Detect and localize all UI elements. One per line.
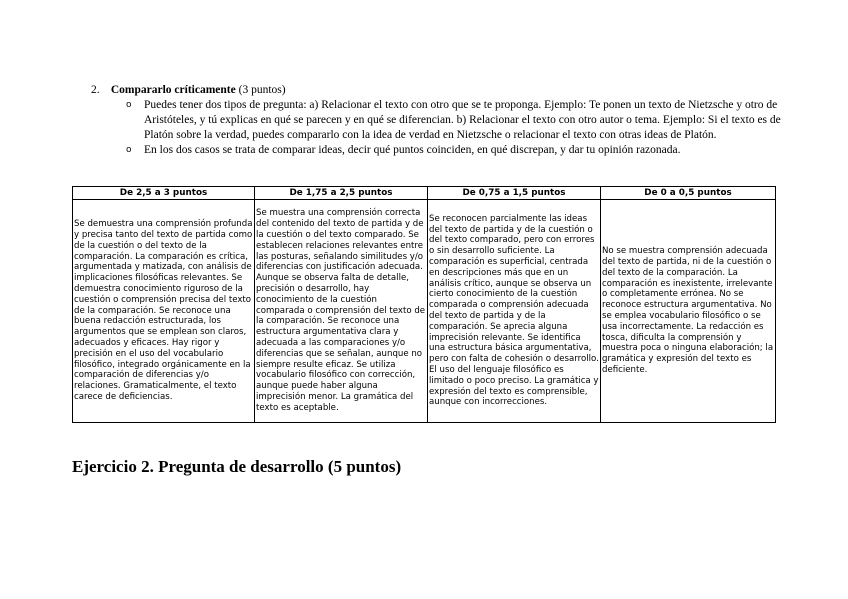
numbered-item xyxy=(91,83,286,98)
bullet-text: Puedes tener dos tipos de pregunta: a) Relacionar el texto con otro que se te proponga. Ejemplo: Te ponen un texto de Nietzsche y otro de Aristóteles, y tú explicas en qué se parecen y en qué se diferencian. b) Relacionar el texto con otro autor o tema. Ejemplo: Si el texto es de Platón sobre la verdad, puedes compararlo con la idea de verdad en Nietzsche o relacionar el texto con otras ideas de Platón. xyxy=(144,99,781,141)
bullet-list xyxy=(126,98,786,158)
bullet-text: En los dos casos se trata de comparar ideas, decir qué puntos coinciden, en qué discrepan, y dar tu opinión razonada. xyxy=(144,144,681,156)
exercise-heading: Ejercicio 2. Pregunta de desarrollo (5 puntos) xyxy=(72,457,402,476)
circle-bullet-icon: o xyxy=(126,100,132,110)
table-cell: Se reconocen parcialmente las ideas del texto de partida y de la cuestión o del texto comparado, pero con errores o sin desarrollo suficiente. La comparación es superficial, centrada en descripciones más que en un análisis crítico, aunque se observa un cierto conocimiento de la cuestión comparada o comprensión adecuada del texto de partida y de la comparación. Se aprecia alguna imprecisión relevante. Se identifica una estructura básica argumentativa, pero con falta de cohesión o desarrollo. El uso del lenguaje filosófico es limitado o poco preciso. La gramática y expresión del texto es comprensible, aunque con incorrecciones. xyxy=(428,200,601,423)
table-cell: Se demuestra una comprensión profunda y precisa tanto del texto de partida como de la cuestión o del texto de la comparación. La comparación es crítica, argumentada y matizada, con análisis de implicaciones filosóficas relevantes. Se demuestra conocimiento riguroso de la cuestión o comprensión precisa del texto de la comparación. Se reconoce una buena redacción estructurada, los argumentos que se emplean son claros, adecuados y eficaces. Hay rigor y precisión en el uso del vocabulario filosófico, integrado orgánicamente en la comparación de diferencias y/o relaciones. Gramaticalmente, el texto carece de deficiencias. xyxy=(73,200,255,423)
list-item xyxy=(126,143,786,158)
list-item xyxy=(126,98,786,143)
column-header: De 1,75 a 2,5 puntos xyxy=(255,187,428,200)
item-points: (3 puntos) xyxy=(238,84,286,96)
table-row xyxy=(73,200,776,423)
item-title: Compararlo críticamente xyxy=(110,84,236,96)
circle-bullet-icon: o xyxy=(126,145,132,155)
column-header: De 0,75 a 1,5 puntos xyxy=(428,187,601,200)
table-cell: No se muestra comprensión adecuada del texto de partida, ni de la cuestión o del texto de la comparación. La comparación es inexistente, irrelevante o completamente errónea. No se reconoce estructura argumentativa. No se emplea vocabulario filosófico o se usa incorrectamente. La redacción es tosca, dificulta la comprensión y muestra poca o ninguna elaboración; la gramática y expresión del texto es deficiente. xyxy=(601,200,776,423)
column-header: De 0 a 0,5 puntos xyxy=(601,187,776,200)
table-header-row xyxy=(73,187,776,200)
table-cell: Se muestra una comprensión correcta del contenido del texto de partida y de la cuestión o del texto comparado. Se establecen relaciones relevantes entre las posturas, señalando similitudes y/o diferencias con justificación adecuada. Aunque se observa falta de detalle, precisión o desarrollo, hay conocimiento de la cuestión comparada o comprensión del texto de la comparación. Se reconoce una estructura argumentativa clara y adecuada a las comparaciones y/o diferencias que se señalan, aunque no siempre resulte eficaz. Se utiliza vocabulario filosófico con corrección, aunque puede haber alguna imprecisión menor. La gramática del texto es aceptable. xyxy=(255,200,428,423)
column-header: De 2,5 a 3 puntos xyxy=(73,187,255,200)
item-number: 2. xyxy=(91,84,100,96)
rubric-table xyxy=(72,186,776,423)
